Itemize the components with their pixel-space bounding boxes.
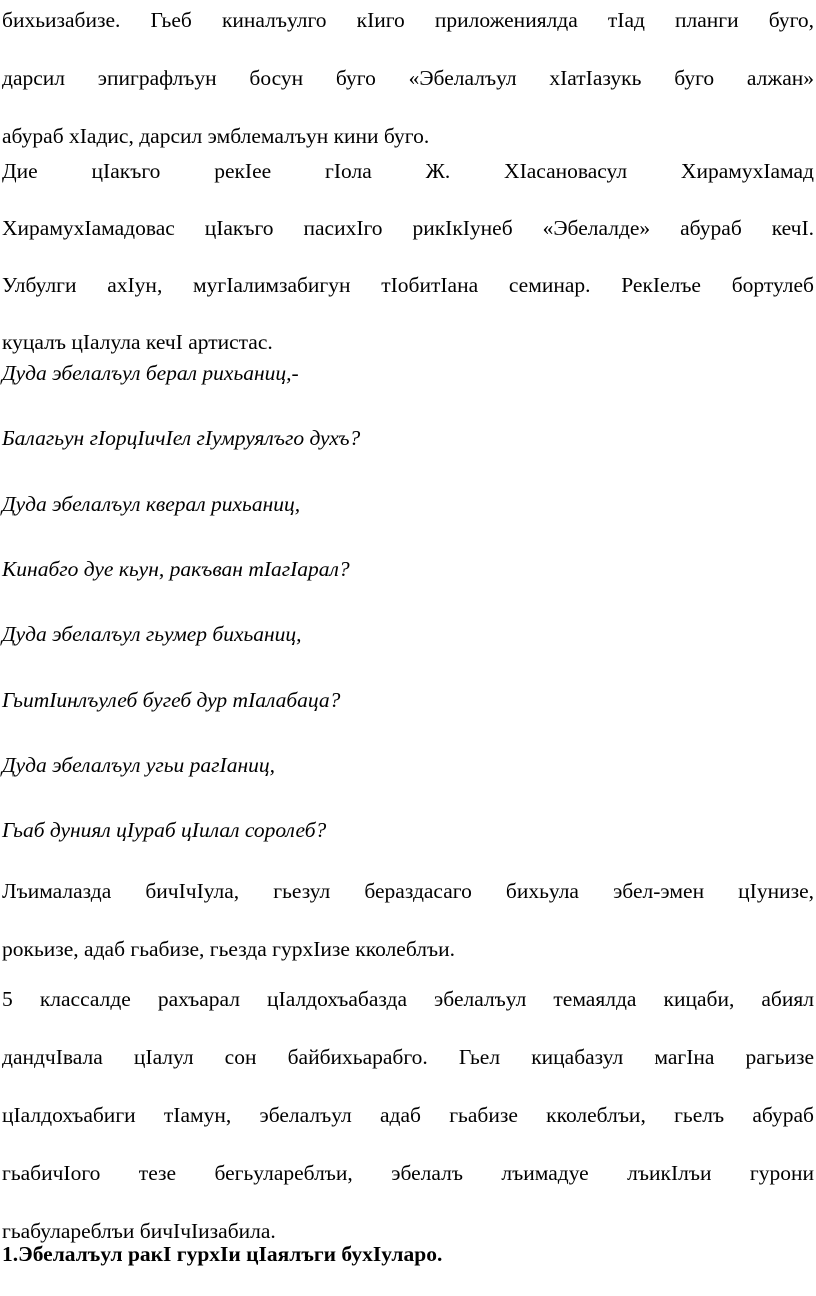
text-line: рокьизе, адаб гьабизе, гьезда гурхIизе кколеблъи. — [2, 937, 455, 961]
text-line: гьабулареблъи бичIчIизабила. — [2, 1219, 276, 1243]
text-line: куцалъ цIалула кечI артистас. — [2, 330, 273, 354]
section-heading: 1.Эбелалъул ракI гурхIи цIаялъги бухIуларо. — [2, 1242, 443, 1266]
text-line: Лъималазда бичIчIула, гьезул бераздасаго бихьула эбел-эмен цIунизе, — [2, 879, 814, 903]
text-line: гьабичIого тезе бегьулареблъи, эбелалъ лъимадуе лъикIлъи гурони — [2, 1161, 814, 1185]
verse-line: Кинабго дуе кьун, ракъван тIагIарал? — [2, 557, 350, 581]
text-line: Улбулги ахIун, мугIалимзабигун тIобитIана семинар. РекIелъе бортулеб — [2, 273, 814, 297]
verse-line: Балагьун гIорцIичIел гIумруялъго духъ? — [2, 426, 361, 450]
verse-line: Гьаб дуниял цIураб цIилал соролеб? — [2, 818, 327, 842]
verse-line: Дуда эбелалъул кверал рихьаниц, — [2, 492, 301, 516]
verse-line: Дуда эбелалъул гьумер бихьаниц, — [2, 622, 302, 646]
paragraph-intro — [2, 0, 814, 157]
paragraph-children — [2, 871, 814, 970]
text-line: бихьизабизе. Гьеб киналъулго кIиго приложениялда тIад планги буго, — [2, 8, 814, 32]
text-line: дарсил эпиграфлъун босун буго «Эбелалъул хIатIазукь буго алжан» — [2, 66, 814, 90]
text-line: абураб хIадис, дарсил эмблемалъун кини буго. — [2, 124, 430, 148]
text-line: цIалдохъабиги тIамун, эбелалъул адаб гьабизе кколеблъи, гьелъ абураб — [2, 1103, 814, 1127]
paragraph-class5 — [2, 979, 814, 1252]
text-line: Дие цIакъго рекIее гIола Ж. ХIасановасул ХирамухIамад — [2, 159, 814, 183]
verse-line: Дуда эбелалъул угьи рагIаниц, — [2, 753, 275, 777]
text-line: 5 классалде рахъарал цIалдохъабазда эбелалъул темаялда кицаби, абиял — [2, 987, 814, 1011]
paragraph-poem-intro — [2, 151, 814, 363]
text-line: дандчIвала цIалул сон байбихьарабго. Гьел кицабазул магIна рагьизе — [2, 1045, 814, 1069]
verse-line: ГьитIинлъулеб бугеб дур тIалабаца? — [2, 688, 341, 712]
verse-line: Дуда эбелалъул берал рихьаниц,- — [2, 361, 299, 385]
text-line: ХирамухIамадовас цIакъго пасихIго рикIкIунеб «Эбелалде» абураб кечI. — [2, 216, 814, 240]
